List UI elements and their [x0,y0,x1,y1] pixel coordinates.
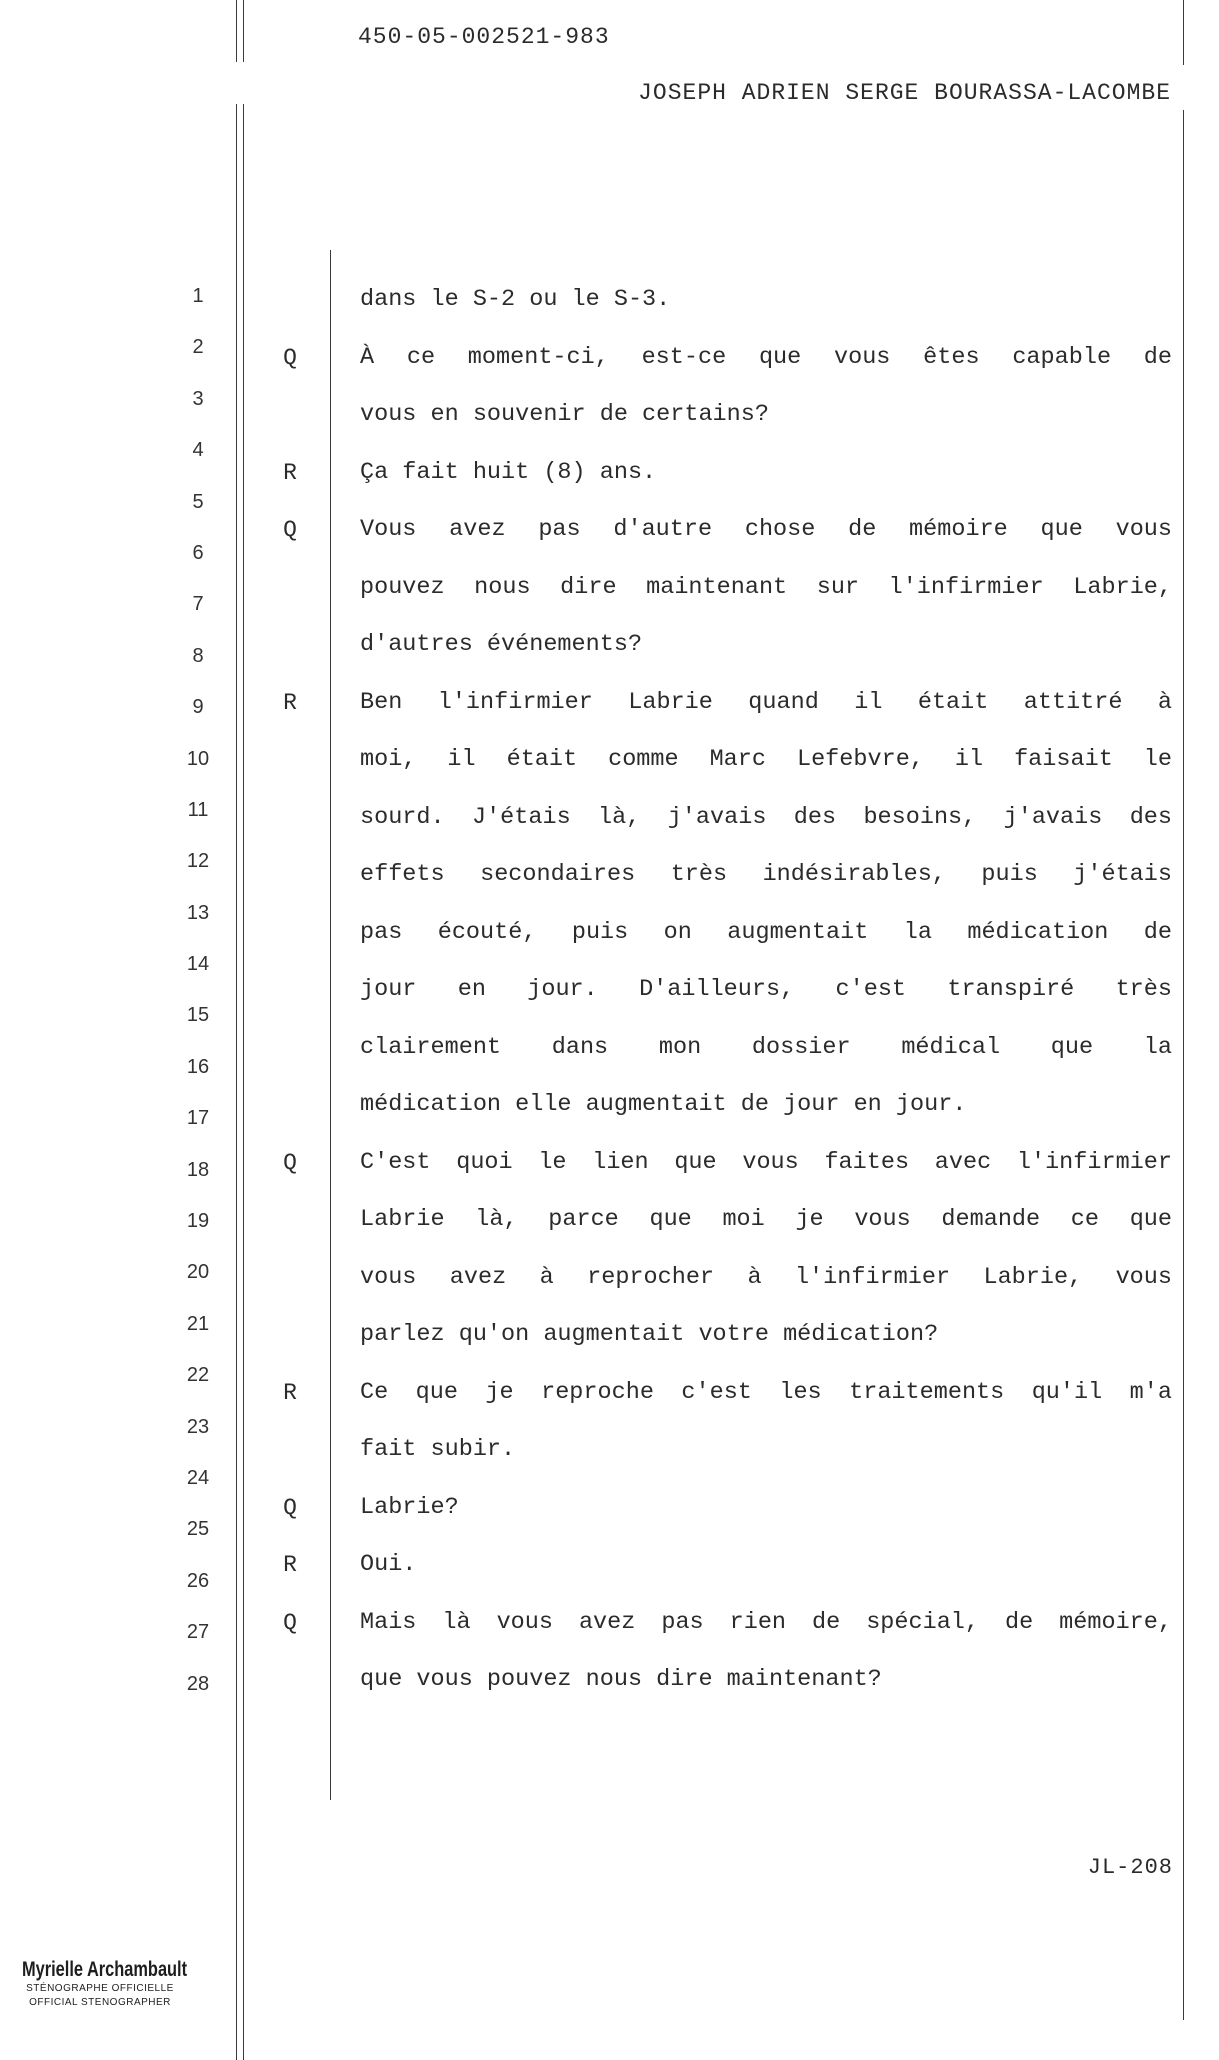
transcript-line: sourd. J'étais là, j'avais des besoins, j'avais des [360,803,1172,831]
question-marker: Q [283,517,297,543]
left-margin-rule [236,104,237,2060]
line-number-column [168,282,228,1721]
transcript-line: dans le S-2 ou le S-3. [360,286,671,313]
answer-marker: R [283,1379,297,1406]
left-margin-rule [236,0,237,62]
transcript-line: pouvez nous dire maintenant sur l'infirmier Labrie, [360,573,1172,601]
transcript-line: C'est quoi le lien que vous faites avec l'infirmier [360,1148,1172,1176]
transcript-line: médication elle augmentait de jour en jour. [360,1091,967,1118]
line-number: 19 [186,1210,210,1233]
transcript-line: Mais là vous avez pas rien de spécial, de mémoire, [360,1608,1172,1636]
line-number: 22 [186,1364,210,1387]
line-number: 10 [186,747,210,770]
transcript-line: clairement dans mon dossier médical que la [360,1033,1172,1061]
transcript-line: vous avez à reprocher à l'infirmier Labrie, vous [360,1263,1172,1291]
line-number: 27 [186,1621,210,1644]
transcript-line: À ce moment-ci, est-ce que vous êtes capable de [360,343,1172,371]
line-number: 4 [192,439,204,462]
transcript-line: fait subir. [360,1436,516,1463]
line-number: 15 [186,1004,210,1027]
line-number: 25 [186,1518,210,1541]
line-number: 20 [186,1261,210,1284]
page-code: JL-208 [1087,1855,1173,1880]
line-number: 8 [192,644,204,667]
line-number: 23 [186,1415,210,1438]
transcript-line: Ben l'infirmier Labrie quand il était attitré à [360,688,1172,716]
right-margin-rule [1183,0,1184,65]
left-margin-rule [243,0,244,62]
line-number: 7 [192,593,204,616]
line-number: 28 [186,1672,210,1695]
line-number: 14 [186,953,210,976]
transcript-line: Vous avez pas d'autre chose de mémoire que vous [360,516,1172,543]
answer-marker: R [283,1552,297,1578]
line-number: 21 [186,1312,210,1335]
transcript-line: parlez qu'on augmentait votre médication? [360,1321,939,1348]
question-marker: Q [283,344,297,371]
stenographer-stamp [0,1958,200,2010]
line-number: 12 [186,850,210,873]
line-number: 5 [192,490,204,513]
transcript-line: effets secondaires très indésirables, puis j'étais [360,861,1172,888]
left-margin-rule [243,104,244,2060]
question-marker: Q [283,1494,297,1521]
transcript-line: Labrie? [360,1493,459,1521]
line-number: 16 [186,1055,210,1078]
stenographer-title-fr: STÉNOGRAPHE OFFICIELLE [26,1983,174,1994]
transcript-line: Labrie là, parce que moi je vous demande ce que [360,1206,1172,1233]
transcript-line: pas écouté, puis on augmentait la médication de [360,918,1172,946]
line-number: 2 [192,336,204,359]
transcript-line: Ce que je reproche c'est les traitements qu'il m'a [360,1378,1172,1406]
witness-name: JOSEPH ADRIEN SERGE BOURASSA-LACOMBE [638,80,1171,106]
right-margin-rule [1183,110,1184,2020]
transcript-line: Ça fait huit (8) ans. [360,458,657,486]
transcript-line: Oui. [360,1551,417,1578]
transcript-line: d'autres événements? [360,631,643,658]
answer-marker: R [283,689,297,716]
text-margin-rule [330,250,331,1800]
question-marker: Q [283,1609,297,1636]
transcript-line: vous en souvenir de certains? [360,401,769,428]
line-number: 1 [192,285,204,307]
stenographer-title-en: OFFICIAL STENOGRAPHER [29,1997,171,2008]
case-number: 450-05-002521-983 [358,24,610,50]
answer-marker: R [283,459,297,486]
line-number: 26 [186,1569,210,1592]
transcript-body [360,286,1172,1724]
line-number: 9 [192,696,204,719]
question-marker: Q [283,1149,297,1176]
transcript-line: moi, il était comme Marc Lefebvre, il faisait le [360,746,1172,773]
line-number: 3 [192,387,204,410]
line-number: 24 [186,1466,210,1489]
line-number: 18 [186,1158,210,1181]
transcript-line: que vous pouvez nous dire maintenant? [360,1666,882,1693]
line-number: 17 [186,1107,210,1130]
line-number: 13 [186,901,210,924]
stenographer-name: Myrielle Archambault [22,1958,188,1981]
line-number: 6 [192,541,204,564]
line-number: 11 [187,798,209,821]
transcript-line: jour en jour. D'ailleurs, c'est transpiré très [360,976,1172,1003]
